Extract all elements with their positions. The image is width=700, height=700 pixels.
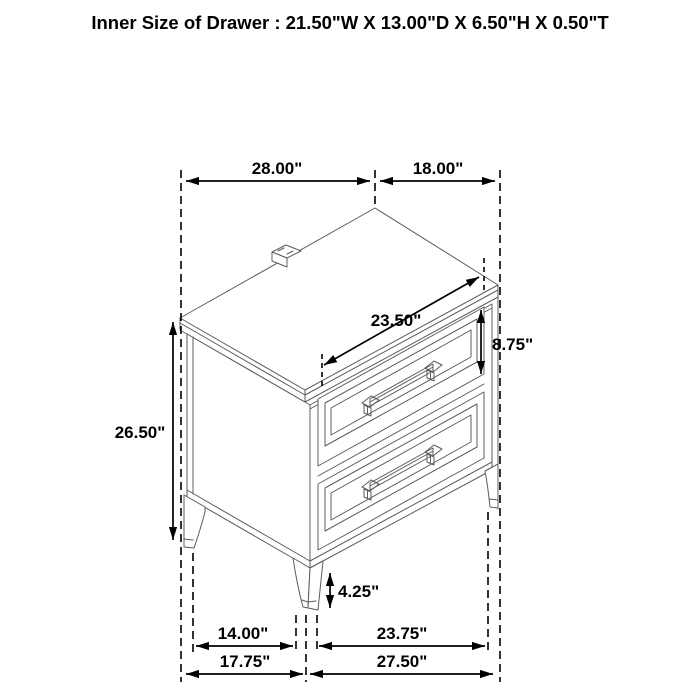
dim-label-drawer-face-height: 8.75" bbox=[492, 335, 534, 354]
page-title: Inner Size of Drawer : 21.50"W X 13.00"D X 6.50"H X 0.50"T bbox=[91, 12, 609, 33]
dimension-leg-clearance bbox=[330, 573, 379, 608]
dim-label-top-depth: 18.00" bbox=[412, 159, 464, 178]
dimension-floor-width-inner bbox=[319, 624, 485, 646]
dim-label-leg-clearance: 4.25" bbox=[338, 582, 380, 601]
dim-label-top-width: 28.00" bbox=[251, 159, 303, 178]
dim-label-floor-depth-outer: 17.75" bbox=[219, 652, 271, 671]
dimension-top-width bbox=[186, 159, 370, 181]
dim-label-floor-depth-inner: 14.00" bbox=[217, 624, 269, 643]
right-leg bbox=[485, 464, 498, 508]
dimension-top-depth bbox=[380, 159, 495, 181]
dim-label-floor-width-outer: 27.50" bbox=[376, 652, 428, 671]
dimension-floor-depth-outer bbox=[186, 652, 303, 674]
dim-label-overall-height: 26.50" bbox=[114, 423, 166, 442]
dim-label-floor-width-inner: 23.75" bbox=[376, 624, 428, 643]
dim-label-top-diagonal: 23.50" bbox=[370, 311, 422, 330]
dimension-floor-depth-inner bbox=[196, 624, 293, 646]
dimension-floor-width-outer bbox=[310, 652, 493, 674]
dimension-overall-height bbox=[115, 322, 173, 540]
